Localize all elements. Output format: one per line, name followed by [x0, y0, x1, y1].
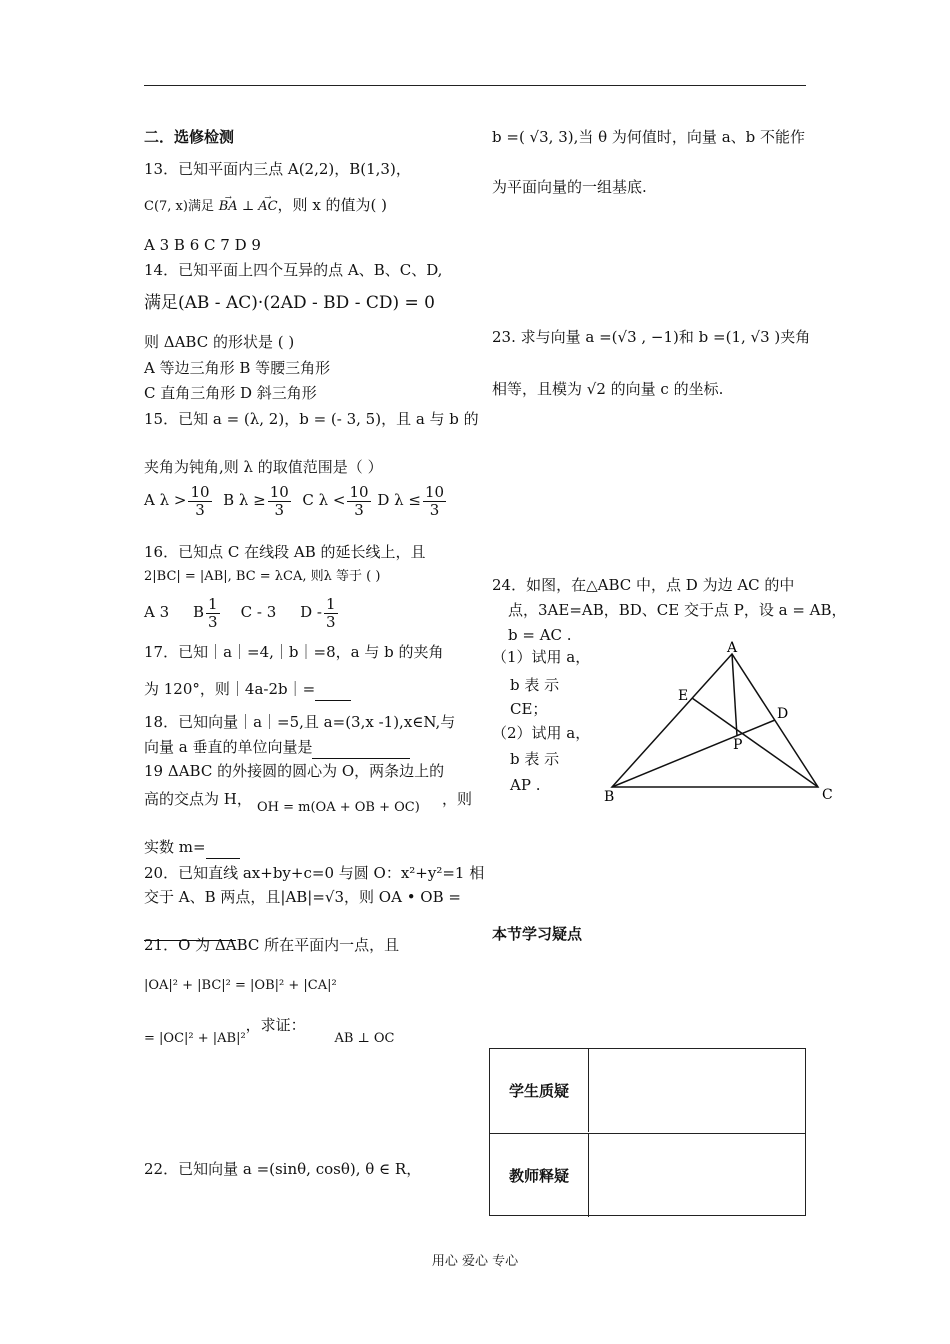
q15-line2: 夹角为钝角,则 λ 的取值范围是（ ） — [144, 458, 383, 476]
top-rule — [144, 85, 806, 86]
label-p: P — [733, 737, 743, 753]
q24-line1: 24．如图，在△ABC 中，点 D 为边 AC 的中 — [492, 576, 795, 594]
q18-line2: 向量 a 垂直的单位向量是 — [144, 738, 410, 759]
doubts-title: 本节学习疑点 — [492, 925, 583, 943]
q17-line2: 为 120°，则｜4a-2b｜= — [144, 680, 351, 701]
q24-part1-b: b 表 示 — [510, 676, 560, 694]
q15-optD: D λ ≤ — [377, 491, 421, 509]
q24-part2-b: b 表 示 — [510, 750, 560, 768]
segment-bd — [612, 720, 775, 787]
q16-line2: 2|BC| = |AB|, BC = λCA, 则λ 等于 ( ) — [144, 569, 381, 584]
q13-line1: 13．已知平面内三点 A(2,2)，B(1,3)， — [144, 160, 411, 178]
q21-line1: 21．O 为 ΔABC 所在平面内一点，且 — [144, 936, 400, 954]
q14-options-1: A 等边三角形 B 等腰三角形 — [144, 359, 331, 377]
label-e: E — [678, 688, 689, 704]
teacher-answer-field[interactable] — [594, 1142, 797, 1209]
q14-options-2: C 直角三角形 D 斜三角形 — [144, 384, 317, 402]
teacher-answer-label: 教师释疑 — [490, 1134, 589, 1217]
q24-part1-c: CE； — [510, 700, 548, 718]
doubts-row-teacher — [490, 1133, 805, 1217]
q19-formula: OH = m(OA + OB + OC) — [257, 800, 420, 815]
q19-line2: 高的交点为 H， OH = m(OA + OB + OC) ，则 — [144, 790, 473, 815]
q15-optB: B λ ≥ — [223, 491, 266, 509]
q24-line2: 点，3AE=AB，BD、CE 交于点 P，设 a = AB， — [508, 601, 847, 619]
q21-line3: = |OC|² + |AB|²，求证： AB ⊥ OC — [144, 1016, 395, 1046]
q15-optC: C λ < — [302, 491, 346, 509]
q18-line1: 18．已知向量｜a｜=5,且 a=(3,x -1),x∈N,与 — [144, 713, 456, 731]
q14-line2: 满足(AB - AC)·(2AD - BD - CD) = 0 — [144, 293, 435, 313]
q20-line1: 20．已知直线 ax+by+c=0 与圆 O：x²+y²=1 相 — [144, 864, 485, 882]
q13-line2b: ，则 x 的值为( ) — [277, 196, 388, 214]
q13-options: A 3 B 6 C 7 D 9 — [144, 236, 261, 254]
triangle-figure — [600, 636, 840, 806]
q13-condition: C(7, x)满足 — [144, 199, 214, 214]
q20-line2: 交于 A、B 两点，且|AB|=√3，则 OA • OB = — [144, 888, 461, 906]
q19-line3: 实数 m= — [144, 838, 240, 859]
q22-line3: 为平面向量的一组基底. — [492, 178, 647, 196]
q16-options: A 3 B $\frac{1}{3}$ C - 3 D - $\frac{1}{3}$ — [144, 595, 336, 631]
q16-line1: 16．已知点 C 在线段 AB 的延长线上，且 — [144, 543, 426, 561]
q24-line3: b = AC . — [508, 626, 572, 644]
q21-line2: |OA|² + |BC|² = |OB|² + |CA|² — [144, 978, 337, 993]
q22-line1: 22．已知向量 a =(sinθ, cosθ), θ ∈ R， — [144, 1160, 422, 1178]
doubts-table — [489, 1048, 806, 1216]
student-question-field[interactable] — [594, 1057, 797, 1124]
q15-optA: A λ > — [144, 491, 187, 509]
q15-line1: 15．已知 a = (λ, 2)，b = (- 3, 5)，且 a 与 b 的 — [144, 410, 479, 428]
student-question-label: 学生质疑 — [490, 1049, 589, 1132]
label-d: D — [777, 706, 789, 722]
doubts-row-student — [490, 1049, 805, 1132]
section-title: 二．选修检测 — [144, 128, 235, 146]
q24-part1-a: （1）试用 a， — [492, 648, 591, 666]
label-a: A — [727, 640, 738, 656]
q19-line1: 19 ΔABC 的外接圆的圆心为 O，两条边上的 — [144, 762, 445, 780]
segment-ce — [692, 698, 818, 787]
q17-line1: 17．已知｜a｜=4,｜b｜=8，a 与 b 的夹角 — [144, 643, 444, 661]
q13-line2: C(7, x)满足 → BA ⊥ → AC，则 x 的值为( ) — [144, 196, 387, 216]
q15-options: A λ > $\frac{10}{3}$ B λ ≥ $\frac{10}{3}$ C λ < $\frac{10}{3}$ D λ ≤ $\frac{10}{3}$ — [144, 483, 445, 519]
q24-part2-c: AP . — [510, 776, 541, 794]
q23-line2: 相等，且模为 √2 的向量 c 的坐标. — [492, 380, 724, 398]
label-c: C — [822, 787, 833, 803]
label-b: B — [604, 789, 615, 805]
q23-line1: 23. 求与向量 a =(√3 , −1)和 b =(1, √3 )夹角 — [492, 328, 811, 346]
q24-part2-a: （2）试用 a， — [492, 724, 591, 742]
footer: 用心 爱心 专心 — [431, 1254, 519, 1269]
segment-ap — [732, 654, 737, 736]
q14-line3: 则 ΔABC 的形状是 ( ) — [144, 333, 295, 351]
q14-line1: 14．已知平面上四个互异的点 A、B、C、D, — [144, 261, 443, 279]
q22-line2: b =( √3, 3),当 θ 为何值时，向量 a、b 不能作 — [492, 128, 806, 146]
